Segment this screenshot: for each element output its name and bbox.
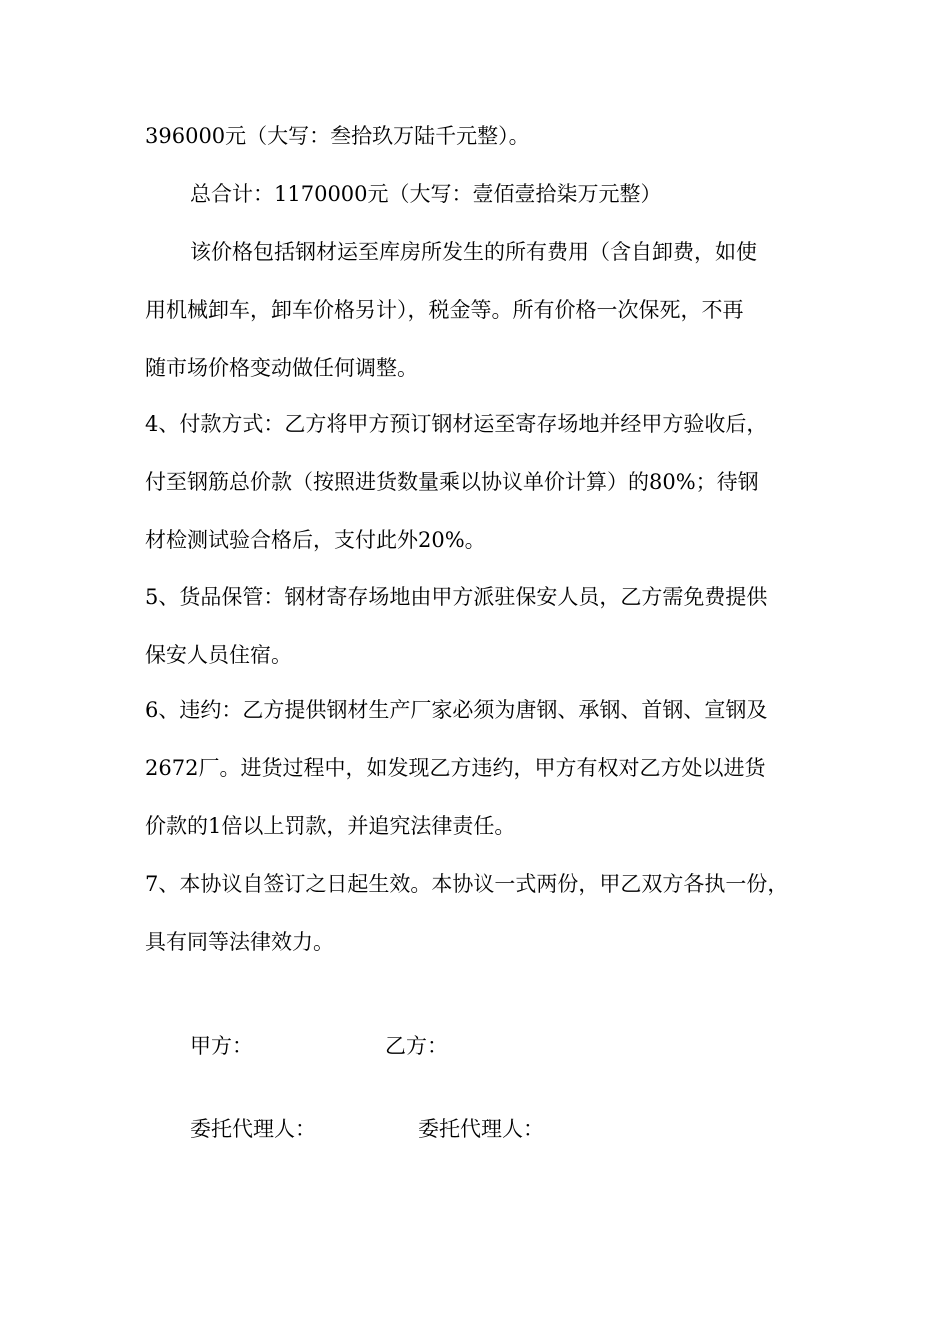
clause-7-line-1: 7、本协议自签订之日起生效。本协议一式两份，甲乙双方各执一份， [145, 872, 789, 896]
clause-6-line-1: 6、违约：乙方提供钢材生产厂家必须为唐钢、承钢、首钢、宣钢及 [145, 698, 768, 722]
party-b-label: 乙方： [385, 1034, 448, 1058]
amount-line: 396000元（大写：叁拾玖万陆千元整）。 [145, 124, 530, 148]
agent-a-label: 委托代理人： [190, 1117, 316, 1141]
clause-6-line-3: 价款的1倍以上罚款，并追究法律责任。 [145, 814, 516, 838]
clause-4-line-2: 付至钢筋总价款（按照进货数量乘以协议单价计算）的80%；待钢 [145, 470, 759, 494]
party-a-label: 甲方： [190, 1034, 253, 1058]
price-note-line-2: 用机械卸车，卸车价格另计），税金等。所有价格一次保死，不再 [145, 298, 744, 322]
agent-b-label: 委托代理人： [418, 1117, 544, 1141]
clause-7-line-2: 具有同等法律效力。 [145, 930, 334, 954]
clause-5-line-1: 5、货品保管：钢材寄存场地由甲方派驻保安人员，乙方需免费提供 [145, 585, 768, 609]
clause-5-line-2: 保安人员住宿。 [145, 643, 292, 667]
total-line: 总合计：1170000元（大写：壹佰壹拾柒万元整） [190, 182, 662, 206]
clause-6-line-2: 2672厂。进货过程中，如发现乙方违约，甲方有权对乙方处以进货 [145, 756, 766, 780]
price-note-line-3: 随市场价格变动做任何调整。 [145, 356, 418, 380]
price-note-line-1: 该价格包括钢材运至库房所发生的所有费用（含自卸费，如使 [190, 240, 757, 264]
clause-4-line-1: 4、付款方式：乙方将甲方预订钢材运至寄存场地并经甲方验收后， [145, 412, 768, 436]
clause-4-line-3: 材检测试验合格后，支付此外20%。 [145, 528, 486, 552]
